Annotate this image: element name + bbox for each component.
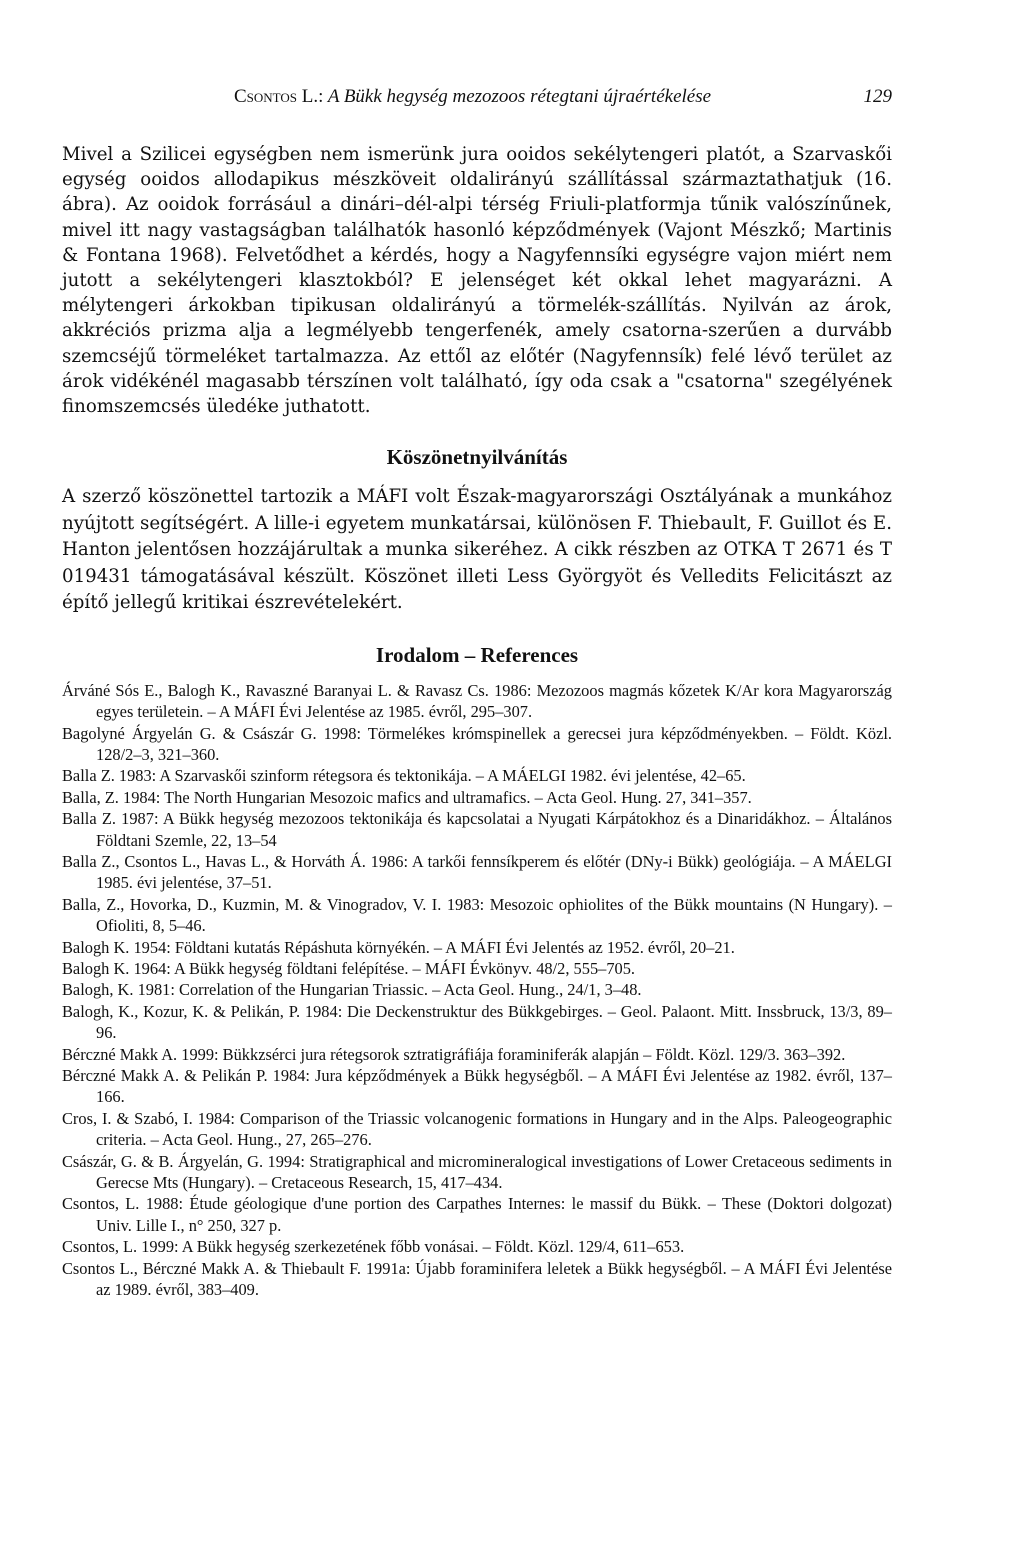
reference-item: Balla Z. 1987: A Bükk hegység mezozoos tektonikája és kapcsolatai a Nyugati Kárpátokhoz és a Dinaridákhoz. – Általános Földtani Szemle, 22, 13–54 (62, 809, 892, 850)
running-title (234, 86, 711, 108)
reference-item: Császár, G. & B. Árgyelán, G. 1994: Stratigraphical and micromineralogical investigations of Lower Cretaceous sediments in Gerecse Mts (Hungary). – Cretaceous Research, 15, 417–434. (62, 1151, 892, 1193)
acknowledgement-heading: Köszönetnyilvánítás (386, 445, 568, 470)
running-author: Csontos L.: (234, 86, 324, 107)
reference-item: Balogh K. 1964: A Bükk hegység földtani felépítése. – MÁFI Évkönyv. 48/2, 555–705. (62, 959, 636, 979)
body-paragraph: Mivel a Szilicei egységben nem ismerünk jura ooidos sekélytengeri platót, a Szarvaskői egység ooidos allodapikus mészköveit oldalirányú szállítással származtathatjuk (16. ábra). Az ooidok forrásául a dinári–dél-alpi térség Friuli-platformja tűnik valószínűnek, mivel itt nagy vastagságban találhatók hasonló képződmények (Vajont Mészkő; Martinis & Fontana 1968). Felvetődhet a kérdés, hogy a Nagyfennsíki egységre vajon miért nem jutott a sekélytengeri klasztokból? E jelenséget két okkal lehet magyarázni. A mélytengeri árkokban tipikusan oldalirányú a törmelék-szállítás. Nyilván az árok, akkréciós prizma alja a legmélyebb tengerfenék, amely csatorna-szerűen a durvább szemcséjű törmeléket tartalmazza. Az ettől az előtér (Nagyfennsík) felé lévő terület az árok vidékénél magasabb térszínen volt található, így oda csak a "csatorna" szegélyének finomszemcsés üledéke juthatott. (62, 144, 892, 418)
reference-item: Balogh K. 1954: Földtani kutatás Répáshuta környékén. – A MÁFI Évi Jelentés az 1952. évről, 20–21. (62, 937, 735, 957)
reference-item: Árváné Sós E., Balogh K., Ravaszné Baranyai L. & Ravasz Cs. 1986: Mezozoos magmás kőzetek K/Ar kora Magyarország egyes területein. – A MÁFI Évi Jelentése az 1985. évről, 295–307. (62, 680, 892, 722)
reference-item: Balogh, K. 1981: Correlation of the Hungarian Triassic. – Acta Geol. Hung., 24/1, 3–48. (62, 980, 642, 1000)
reference-list (62, 680, 892, 1301)
reference-item: Balogh, K., Kozur, K. & Pelikán, P. 1984: Die Deckenstruktur des Bükkgebirges. – Geol. Palaont. Mitt. Inssbruck, 13/3, 89–96. (62, 1001, 892, 1043)
page-number: 129 (863, 86, 892, 107)
reference-item: Cros, I. & Szabó, I. 1984: Comparison of the Triassic volcanogenic formations in Hungary and in the Alps. Paleogeographic criteria. – Acta Geol. Hung., 27, 265–276. (62, 1108, 892, 1150)
document-page (62, 86, 892, 1301)
reference-item: Bagolyné Árgyelán G. & Császár G. 1998: Törmelékes krómspinellek a gerecsei jura képződményekben. – Földt. Közl. 128/2–3, 321–360. (62, 723, 892, 764)
reference-item: Bérczné Makk A. 1999: Bükkzsérci jura rétegsorok sztratigráfiája foraminiferák alapján – Földt. Közl. 129/3. 363–392. (62, 1044, 846, 1064)
reference-item: Csontos L., Bérczné Makk A. & Thiebault F. 1991a: Újabb foraminifera leletek a Bükk hegységből. – A MÁFI Évi Jelentése az 1989. évről, 383–409. (62, 1258, 892, 1300)
reference-item: Balla, Z. 1984: The North Hungarian Mesozoic mafics and ultramafics. – Acta Geol. Hung. 27, 341–357. (62, 787, 752, 807)
reference-item: Balla Z., Csontos L., Havas L., & Horváth Á. 1986: A tarkői fennsíkperem és előtér (DNy-i Bükk) geológiája. – A MÁELGI 1985. évi jelentése, 37–51. (62, 851, 892, 893)
running-title-text: A Bükk hegység mezozoos rétegtani újraértékelése (327, 86, 712, 107)
reference-item: Csontos, L. 1999: A Bükk hegység szerkezetének főbb vonásai. – Földt. Közl. 129/4, 611–653. (62, 1237, 685, 1257)
reference-item: Balla Z. 1983: A Szarvaskői szinform rétegsora és tektonikája. – A MÁELGI 1982. évi jelentése, 42–65. (62, 766, 746, 786)
running-header (62, 86, 892, 108)
reference-item: Csontos, L. 1988: Étude géologique d'une portion des Carpathes Internes: le massif du Bükk. – These (Doktori dolgozat) Univ. Lille I., n° 250, 327 p. (62, 1194, 892, 1235)
acknowledgement-paragraph: A szerző köszönettel tartozik a MÁFI volt Észak-magyarországi Osztályának a munkához nyújtott segítségért. A lille-i egyetem munkatársai, különösen F. Thiebault, F. Guillot és E. Hanton jelentősen hozzájárultak a munka sikeréhez. A cikk részben az OTKA T 2671 és T 019431 támogatásával készült. Köszönet illeti Less Györgyöt és Velledits Felicitászt az építő jellegű kritikai észrevételekért. (62, 486, 892, 614)
reference-item: Bérczné Makk A. & Pelikán P. 1984: Jura képződmények a Bükk hegységből. – A MÁFI Évi Jelentése az 1982. évről, 137–166. (62, 1066, 892, 1107)
reference-item: Balla, Z., Hovorka, D., Kuzmin, M. & Vinogradov, V. I. 1983: Mesozoic ophiolites of the Bükk mountains (N Hungary). – Ofioliti, 8, 5–46. (62, 894, 892, 936)
references-heading: Irodalom – References (375, 642, 579, 667)
